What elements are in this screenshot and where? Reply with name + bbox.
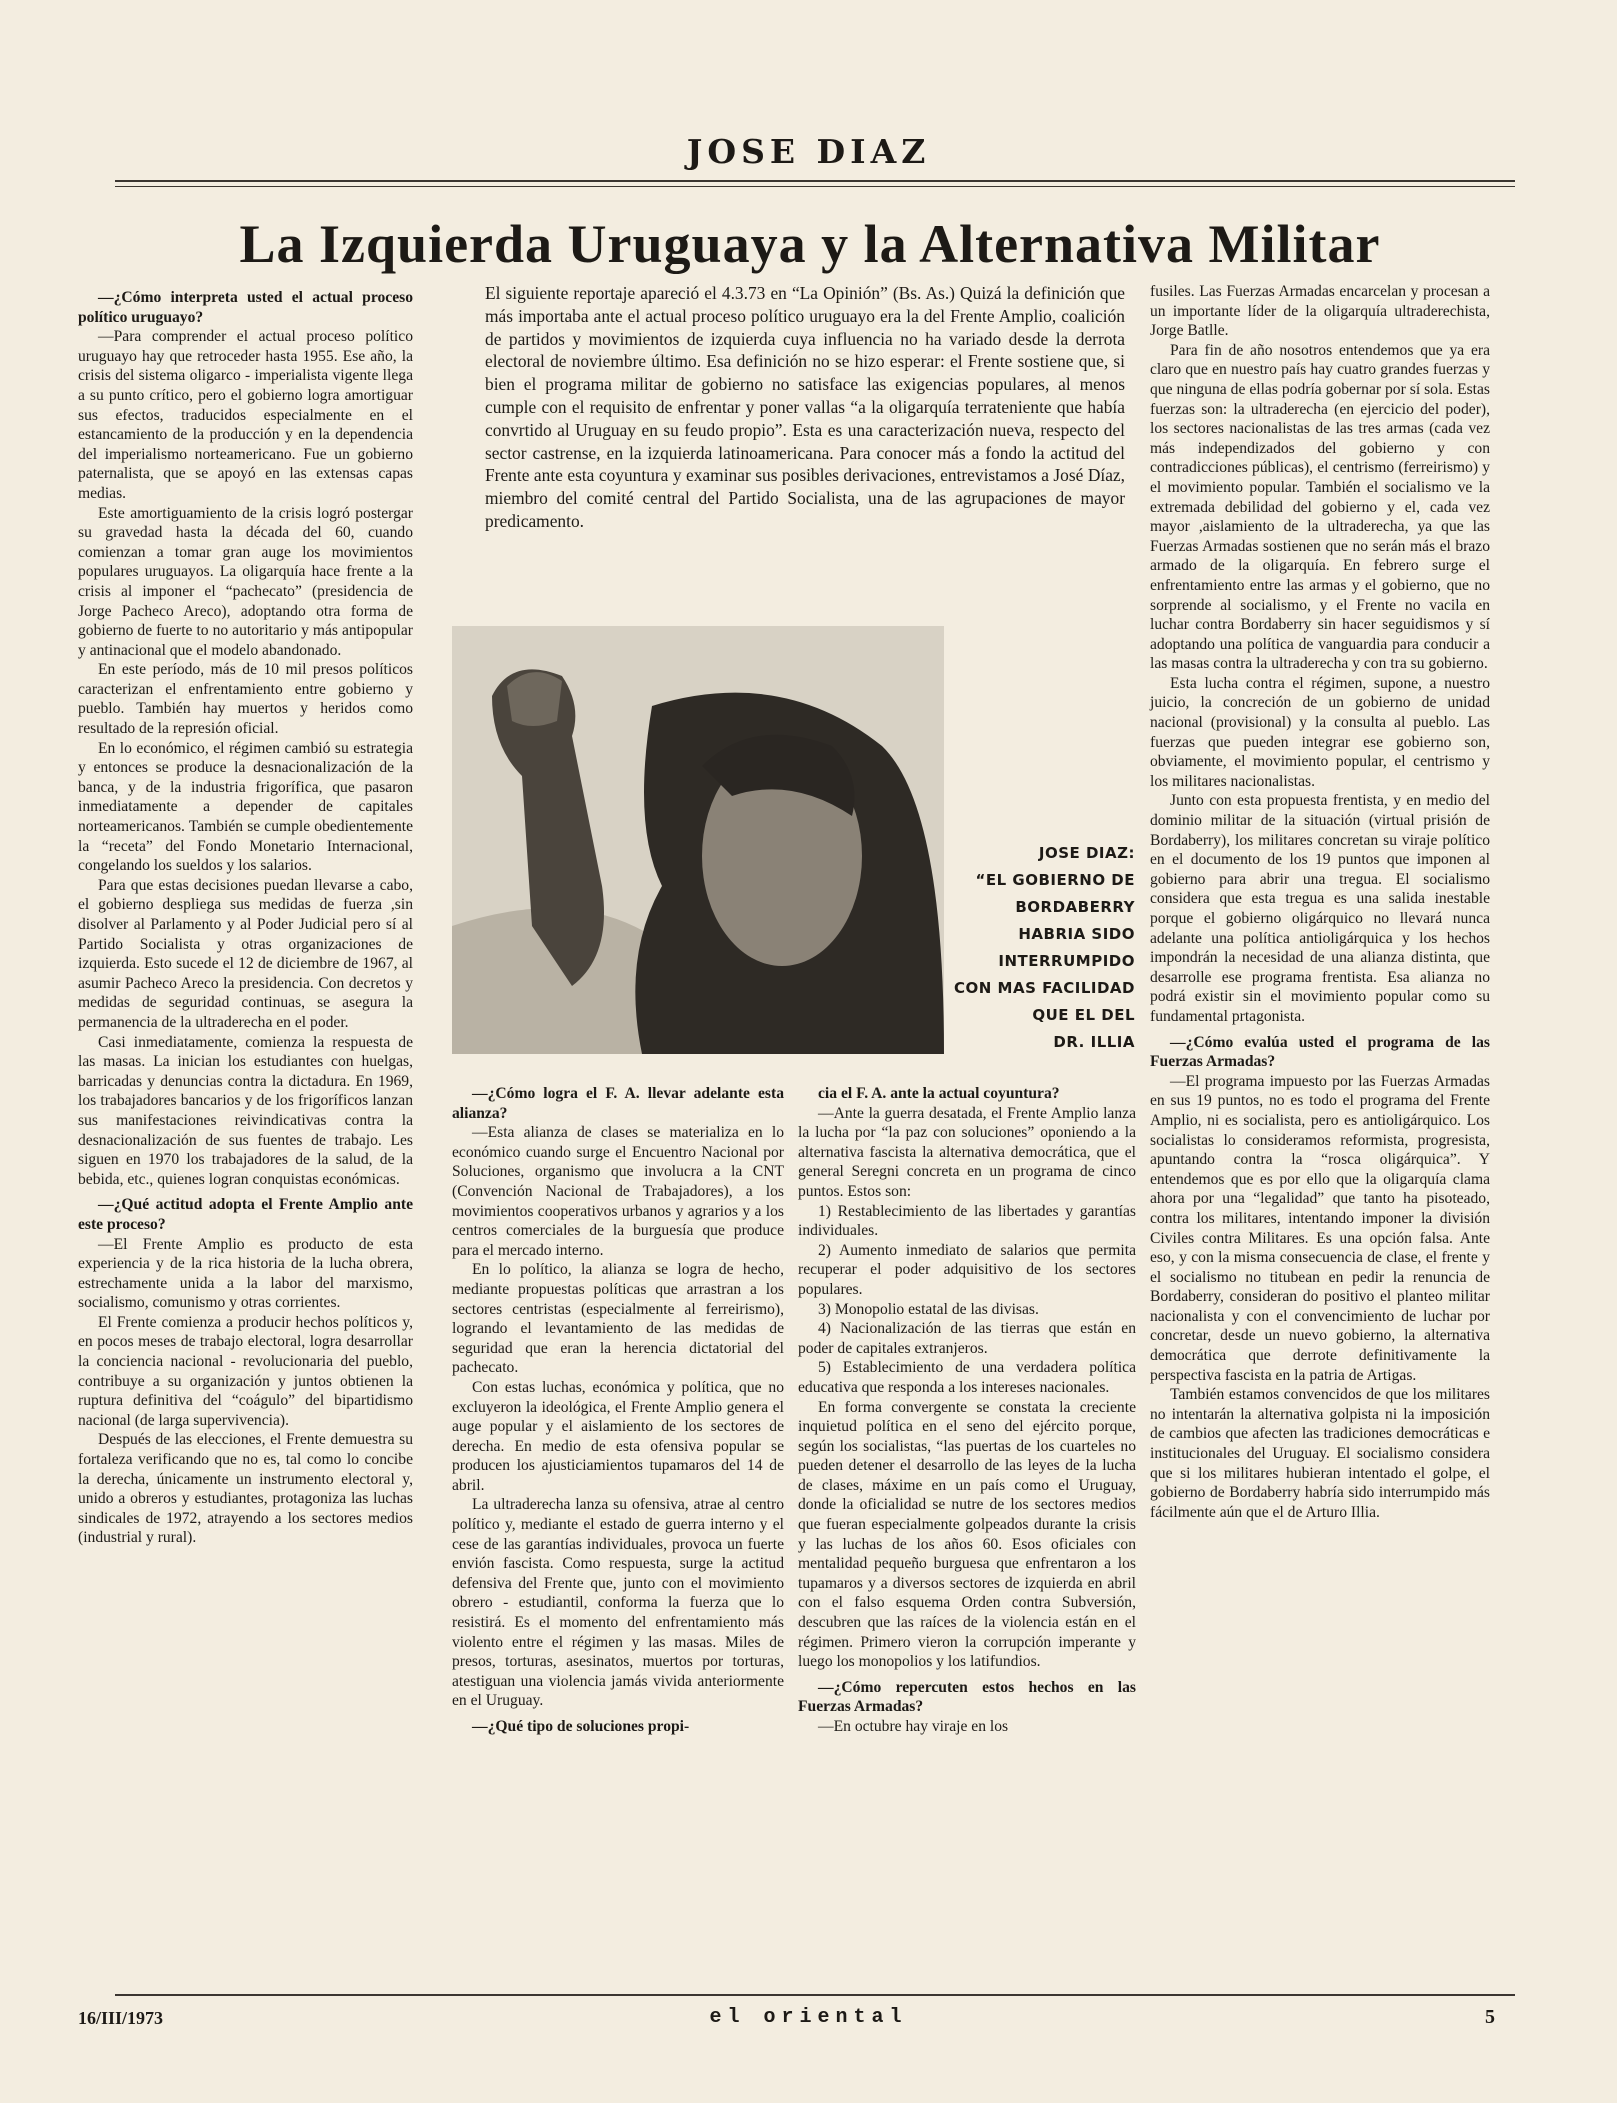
paragraph: —Esta alianza de clases se materializa en lo económico cuando surge el Encuentro Nacional por Soluciones, organismo que involucra a la CNT (Convención Nacional de Trabajadores), a los movimientos cooperativos urbanos y agrarios y a los centros comerciales de la burguesía que produce para el mercado interno. [452, 1124, 784, 1259]
interview-question: —¿Qué tipo de soluciones propi- [472, 1718, 690, 1735]
intro-paragraph: El siguiente reportaje apareció el 4.3.73 en “La Opinión” (Bs. As.) Quizá la definición que más importaba ante el actual proceso político uruguayo era la del Frente Amplio, coalición de partidos y movimientos de izquierda cuya influencia no ha variado desde la derrota electoral de noviembre último. Esa definición no se hizo esperar: el Frente sostiene que, si bien el programa militar de gobierno no satisface las exigencias populares, al menos cumple con el requisito de enfrentar y poner vallas “a la oligarquía terrateniente que había convrtido al Uruguay en su feudo propio”. Esta es una caracterización nueva, respecto del sector castrense, en la izquierda latinoamericana. Para conocer más a fondo la actitud del Frente ante esta coyuntura y examinar sus posibles derivaciones, entrevistamos a José Díaz, miembro del comité central del Partido Socialista, una de las agrupaciones de mayor predicamento. [485, 283, 1125, 531]
header-rule-bottom [115, 186, 1515, 187]
interview-question: —¿Qué actitud adopta el Frente Amplio ante este proceso? [78, 1196, 413, 1233]
paragraph: La ultraderecha lanza su ofensiva, atrae al centro político y, mediante el estado de guerra interno y el cese de las garantías individuales, provoca un fuerte envión fascista. Como respuesta, surge la actitud defensiva del Frente que, junto con el movimiento obrero - estudiantil, conforma la fuerza que lo resistirá. Es el momento del enfrentamiento más violento entre el régimen y las masas. Miles de presos, torturas, asesinatos, muertos por torturas, atestiguan una violencia jamás vivida anteriormente en el Uruguay. [452, 1496, 784, 1710]
list-item: 4) Nacionalización de las tierras que están en poder de capitales extranjeros. [798, 1320, 1136, 1357]
interview-question: cia el F. A. ante la actual coyuntura? [818, 1085, 1060, 1102]
interview-question: —¿Cómo interpreta usted el actual proceso político uruguayo? [78, 289, 413, 326]
caption-line: HABRIA SIDO [1018, 925, 1135, 943]
column-3 [798, 1078, 1136, 1737]
list-item: 5) Establecimiento de una verdadera política educativa que responda a los intereses nacionales. [798, 1359, 1136, 1396]
footer-rule [115, 1994, 1515, 1996]
interview-question: —¿Cómo evalúa usted el programa de las Fuerzas Armadas? [1150, 1033, 1490, 1071]
column-2 [452, 1078, 784, 1737]
paragraph: —El programa impuesto por las Fuerzas Armadas en sus 19 puntos, no es todo el programa del Frente Amplio, ni es socialista, pero es antioligárquico. Los socialistas lo consideramos reformista, progresista, apuntando contra la “rosca oligárquica”. Y entendemos que es por ello que la oligarquía clama ahora por una “legalidad” que tanto ha pisoteado, contra los militares, intentando imponer la división Civiles contra Militares. Es una opción falsa. Ante eso, y con la misma consecuencia de clase, el frente y el socialismo no titubean en pedir la renuncia de Bordaberry, consideran do positivo el planteo militar nacionalista y con el convencimiento de luchar por concretar, desde un nuevo gobierno, la alternativa democrática que derrote definitivamente la perspectiva fascista en la patria de Artigas. [1150, 1072, 1490, 1384]
author-byline: JOSE DIAZ [686, 132, 931, 171]
caption-line: DR. ILLIA [1053, 1033, 1135, 1051]
caption-line: BORDABERRY [1015, 898, 1135, 916]
list-item: 2) Aumento inmediato de salarios que permita recuperar el poder adquisitivo de los sectores populares. [798, 1241, 1136, 1298]
paragraph: Después de las elecciones, el Frente demuestra su fortaleza verificando que no es, tal como lo concibe la derecha, únicamente un instrumento electoral y, unido a obreros y estudiantes, protagoniza las luchas sindicales de 1972, atrayendo a los sectores medios (industrial y rural). [78, 1431, 413, 1547]
paragraph: —Ante la guerra desatada, el Frente Amplio lanza la lucha por “la paz con soluciones” oponiendo a la alternativa fascista la alternativa democrática, que el general Seregni concreta en un programa de cinco puntos. Estos son: [798, 1104, 1136, 1200]
photo-caption [945, 840, 1135, 1056]
paragraph: —El Frente Amplio es producto de esta experiencia y de la rica historia de la lucha obrera, estrechamente unida a la labor del marxismo, socialismo, comunismo y otras corrientes. [78, 1235, 413, 1312]
headline: La Izquierda Uruguaya y la Alternativa Militar [239, 214, 1381, 274]
header-rule-top [115, 180, 1515, 182]
paragraph: Casi inmediatamente, comienza la respuesta de las masas. La inician los estudiantes con huelgas, barricadas y denuncias contra la dictadura. En 1969, los trabajadores bancarios y de los frigoríficos lanzan sus manifestaciones reivindicativas contra la desnacionalización de sus fuentes de trabajo. Les siguen en 1970 los trabajadores de la salud, de la bebida, etc., quienes logran conquistas económicas. [78, 1033, 413, 1188]
portrait-photo-graphic [452, 626, 944, 1054]
interview-question: —¿Cómo repercuten estos hechos en las Fuerzas Armadas? [798, 1678, 1136, 1716]
caption-line: CON MAS FACILIDAD [954, 979, 1135, 997]
column-1 [78, 282, 413, 1548]
paragraph: Para que estas decisiones puedan llevarse a cabo, el gobierno despliega sus medidas de fuerza ,sin disolver al Parlamento y al Poder Judicial pero sí al Partido Socialista y otras organizaciones de izquierda. Esto sucede el 12 de diciembre de 1967, al asumir Pacheco Areco la presidencia. Con decretos y medidas de seguridad continuas, se asegura la permanencia de la ultraderecha en el poder. [78, 876, 413, 1031]
paragraph: Este amortiguamiento de la crisis logró postergar su gravedad hasta la década del 60, cuando comienzan a tomar gran auge los movimientos populares uruguayos. La oligarquía hace frente a la crisis al imponer el “pachecato” (presidencia de Jorge Pacheco Areco), adoptando otra forma de gobierno de fuerte to no autoritario y más antipopular y antinacional que el modelo abandonado. [78, 504, 413, 659]
caption-line: “EL GOBIERNO DE [975, 871, 1135, 889]
paragraph: Junto con esta propuesta frentista, y en medio del dominio militar de la situación (virtual prisión de Bordaberry), los militares concretan su viraje político en el documento de los 19 puntos que imponen al gobierno para abrir una tregua. El socialismo considera que esta tregua es una salida inestable porque el gobierno oligárquico no llevará nunca adelante una política antioligárquica y los hechos impondrán la necesidad de una alianza distinta, que desarrolle ese programa frentista. Esa alianza no podrá existir sin el movimiento popular como su fundamental prtagonista. [1150, 792, 1490, 1025]
footer-publication: el oriental [709, 2006, 908, 2029]
list-item: 3) Monopolio estatal de las divisas. [818, 1300, 1039, 1318]
list-item: 1) Restablecimiento de las libertades y garantías individuales. [798, 1202, 1136, 1240]
interview-question: —¿Cómo logra el F. A. llevar adelante esta alianza? [452, 1085, 784, 1122]
paragraph: —Para comprender el actual proceso político uruguayo hay que retroceder hasta 1955. Ese año, la crisis del sistema oligarco - imperialista vigente llega a su punto crítico, pero el gobierno logra amortiguar sus efectos, traducidos especialmente en el estancamiento de la producción y en la dependencia del imperialismo norteamericano. Fue un gobierno paternalista, que se apoyó en las extensas capas medias. [78, 328, 413, 502]
portrait-photo [452, 626, 944, 1054]
caption-line: INTERRUMPIDO [998, 952, 1135, 970]
paragraph: Con estas luchas, económica y política, que no excluyeron la ideológica, el Frente Amplio genera el auge popular y el aislamiento de los sectores de derecha. En medio de esta ofensiva popular se producen los ajusticiamientos tupamaros del 14 de abril. [452, 1378, 784, 1494]
footer-date: 16/III/1973 [78, 2008, 164, 2028]
caption-line: JOSE DIAZ: [1038, 844, 1135, 862]
paragraph: En lo político, la alianza se logra de hecho, mediante propuestas políticas que arrastran a los sectores centristas (especialmente al ferreirismo), logrando el levantamiento de las medidas de seguridad que eran la herencia dictatorial del pachecato. [452, 1261, 784, 1377]
paragraph: Para fin de año nosotros entendemos que ya era claro que en nuestro país hay cuatro grandes fuerzas y que ninguna de ellas podría gobernar por sí sola. Estas fuerzas son: la ultraderecha (en ejercicio del poder), los sectores nacionalistas de las tres armas (cada vez más independizados del gobierno y con contradicciones públicas), el centrismo (ferreirismo) y el movimiento popular. También el socialismo ve la extremada debilidad del gobierno y el, cada vez mayor ,aislamiento de la ultraderecha, ya que las Fuerzas Armadas sostienen que no serán más el brazo armado de la oligarquía. En febrero surge el enfrentamiento entre las armas y el gobierno, que no sorprende al socialismo, y el Frente no vacila en luchar contra Bordaberry sin hacer seguidismos y sí adoptando una política de vanguardia para conducir a las masas contra la ultraderecha y con tra su gobierno. [1150, 341, 1490, 673]
paragraph: Esta lucha contra el régimen, supone, a nuestro juicio, la concreción de un gobierno de unidad nacional (provisional) y la consulta al pueblo. Las fuerzas que pueden integrar ese gobierno son, obviamente, el movimiento popular, el centrismo y los militares nacionalistas. [1150, 674, 1490, 790]
caption-line: QUE EL DEL [1032, 1006, 1135, 1024]
column-4 [1150, 282, 1490, 1522]
paragraph: —En octubre hay viraje en los [818, 1718, 1009, 1735]
paragraph: El Frente comienza a producir hechos políticos y, en pocos meses de trabajo electoral, logra desarrollar la conciencia nacional - revolucionaria del pueblo, contribuye a su organización y juntos obtienen la ruptura definitiva del “coágulo” del bipartidismo nacional (de larga supervivencia). [78, 1313, 413, 1429]
paragraph: fusiles. Las Fuerzas Armadas encarcelan y procesan a un importante líder de la oligarquía ultraderechista, Jorge Batlle. [1150, 283, 1490, 340]
page-number: 5 [1485, 2006, 1495, 2028]
paragraph: En este período, más de 10 mil presos políticos caracterizan el enfrentamiento entre gobierno y pueblo. También hay muertos y heridos como resultado de la represión oficial. [78, 661, 413, 738]
paragraph: En lo económico, el régimen cambió su estrategia y entonces se produce la desnacionalización de la banca, y de la industria frigorífica, que pasaron inmediatamente a depender de capitales norteamericanos. También se cumple obedientemente la “receta” del Fondo Monetario Internacional, congelando los sueldos y los salarios. [78, 739, 413, 875]
paragraph: En forma convergente se constata la creciente inquietud política en el seno del ejército porque, según los socialistas, “las puertas de los cuarteles no pueden detener el desarrollo de las leyes de la lucha de clases, máxime en un país como el Uruguay, donde la oficialidad se nutre de los sectores medios que fueran especialmente golpeados durante la crisis y las luchas de los años 60. Esos oficiales con mentalidad pequeño burguesa que enfrentaron a los tupamaros y a diversos sectores de izquierda en abril con el falso esquema Orden contra Subversión, descubren que las raíces de la violencia están en el régimen. Primero vieron la corrupción imperante y luego los monopolios y los latifundios. [798, 1398, 1136, 1671]
paragraph: También estamos convencidos de que los militares no intentarán la alternativa golpista ni la imposición de cambios que afecten las tradiciones democráticas e institucionales del Uruguay. El socialismo considera que si los militares hubieran intentado el golpe, el gobierno de Bordaberry habría sido interrumpido más fácilmente aún que el de Arturo Illia. [1150, 1386, 1490, 1521]
